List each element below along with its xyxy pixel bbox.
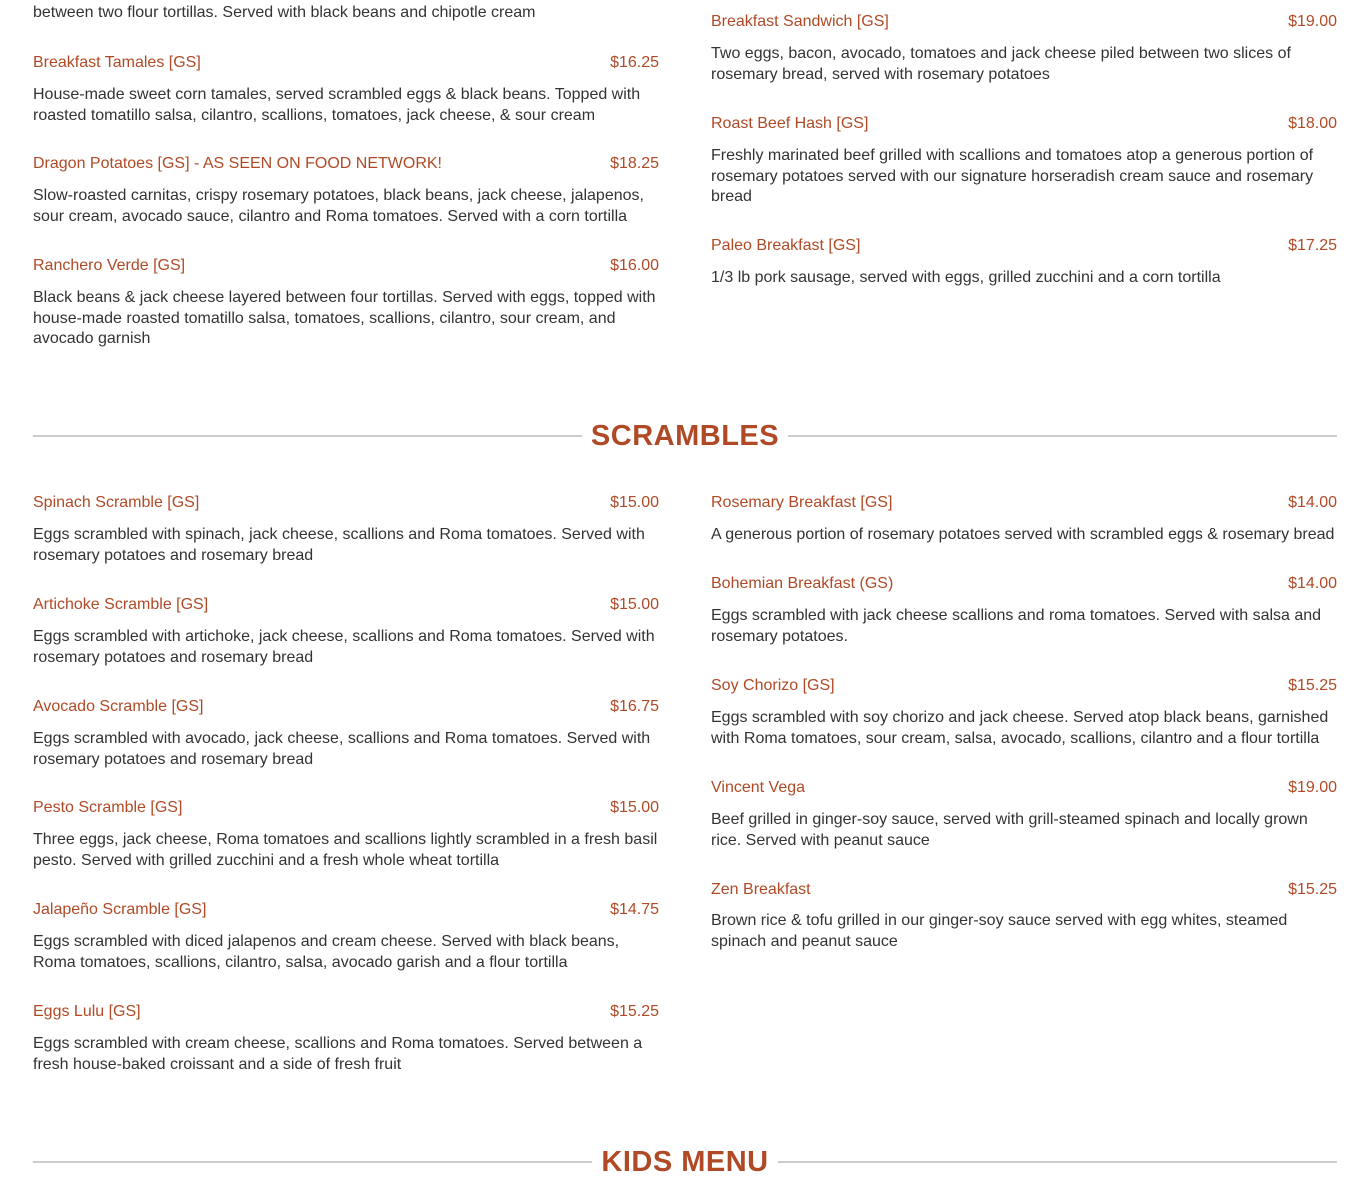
item-description-partial: between two flour tortillas. Served with black beans and chipotle cream: [33, 3, 536, 21]
menu-item-description: Two eggs, bacon, avocado, tomatoes and jack cheese piled between two slices of rosemary bread, served with rosemary potatoes: [711, 45, 1291, 83]
menu-item-description: Eggs scrambled with spinach, jack cheese, scallions and Roma tomatoes. Served with rosemary potatoes and rosemary bread: [33, 526, 645, 564]
section-heading-kids-menu: [33, 1145, 1337, 1179]
menu-item-price: $14.75: [610, 901, 659, 918]
menu-item-price: $15.25: [1288, 881, 1337, 898]
menu-item-name: Paleo Breakfast [GS]: [711, 237, 861, 254]
menu-item-description: Three eggs, jack cheese, Roma tomatoes and scallions lightly scrambled in a fresh basil pesto. Served with grilled zucchini and a fresh whole wheat tortilla: [33, 831, 658, 869]
menu-item-description: Black beans & jack cheese layered between four tortillas. Served with eggs, topped with house-made roasted tomatillo salsa, tomatoes, scallions, cilantro, sour cream, and avocado garnish: [33, 289, 656, 347]
menu-item-name: Vincent Vega: [711, 779, 806, 796]
menu-item-name: Jalapeño Scramble [GS]: [33, 901, 207, 918]
menu-item-name: Eggs Lulu [GS]: [33, 1003, 141, 1020]
section-title: KIDS MENU: [601, 1146, 769, 1178]
menu-item-name: Dragon Potatoes [GS] - AS SEEN ON FOOD NETWORK!: [33, 155, 442, 172]
menu-item-price: $15.00: [610, 799, 659, 816]
menu-item-name: Avocado Scramble [GS]: [33, 698, 204, 715]
menu-item-description: Freshly marinated beef grilled with scallions and tomatoes atop a generous portion of rosemary potatoes served with our signature horseradish cream sauce and rosemary bread: [711, 147, 1314, 205]
divider-line: [33, 1161, 592, 1163]
menu-item-price: $15.25: [610, 1003, 659, 1020]
menu-item-name: Roast Beef Hash [GS]: [711, 115, 869, 132]
menu-item-price: $17.25: [1288, 237, 1337, 254]
menu-item-name: Ranchero Verde [GS]: [33, 257, 186, 274]
menu-item-name: Zen Breakfast: [711, 881, 811, 898]
menu-item-name: Breakfast Tamales [GS]: [33, 54, 201, 71]
menu-item-description: Eggs scrambled with diced jalapenos and cream cheese. Served with black beans, Roma tomatoes, scallions, cilantro, salsa, avocado garish and a flour tortilla: [33, 933, 620, 971]
menu-item-price: $14.00: [1288, 575, 1337, 592]
menu-item-price: $18.00: [1288, 115, 1337, 132]
menu-item-description: Eggs scrambled with jack cheese scallions and roma tomatoes. Served with salsa and rosemary potatoes.: [711, 607, 1322, 645]
menu-item-name: Pesto Scramble [GS]: [33, 799, 183, 816]
menu-item-description: Eggs scrambled with soy chorizo and jack cheese. Served atop black beans, garnished with Roma tomatoes, sour cream, salsa, avocado, scallions, cilantro and a flour tortilla: [711, 709, 1329, 747]
divider-line: [778, 1161, 1337, 1163]
menu-item-price: $16.00: [610, 257, 659, 274]
menu-item-price: $15.00: [610, 494, 659, 511]
menu-item-price: $15.00: [610, 596, 659, 613]
menu-item-description: Beef grilled in ginger-soy sauce, served with grill-steamed spinach and locally grown rice. Served with peanut sauce: [711, 811, 1308, 849]
menu-item-price: $16.25: [610, 54, 659, 71]
menu-item-name: Soy Chorizo [GS]: [711, 677, 835, 694]
menu-item-description: Eggs scrambled with cream cheese, scallions and Roma tomatoes. Served between a fresh house-baked croissant and a side of fresh fruit: [33, 1035, 643, 1073]
menu-item-price: $15.25: [1288, 677, 1337, 694]
section-heading-scrambles: [33, 419, 1337, 453]
menu-item-price: $19.00: [1288, 779, 1337, 796]
menu-item-description: A generous portion of rosemary potatoes served with scrambled eggs & rosemary bread: [711, 526, 1335, 543]
menu-item-description: Slow-roasted carnitas, crispy rosemary potatoes, black beans, jack cheese, jalapenos, sour cream, avocado sauce, cilantro and Roma tomatoes. Served with a corn tortilla: [33, 187, 644, 225]
menu-item-name: Artichoke Scramble [GS]: [33, 596, 209, 613]
divider-line: [33, 435, 582, 437]
menu-item-description: Brown rice & tofu grilled in our ginger-soy sauce served with egg whites, steamed spinach and peanut sauce: [711, 912, 1288, 950]
divider-line: [788, 435, 1337, 437]
menu-item-name: Bohemian Breakfast (GS): [711, 575, 894, 592]
menu-item-description: Eggs scrambled with avocado, jack cheese, scallions and Roma tomatoes. Served with rosemary potatoes and rosemary bread: [33, 730, 651, 768]
section-title: SCRAMBLES: [590, 420, 780, 452]
menu-item-description: Eggs scrambled with artichoke, jack cheese, scallions and Roma tomatoes. Served with rosemary potatoes and rosemary bread: [33, 628, 655, 666]
menu-item-price: $19.00: [1288, 13, 1337, 30]
menu-item-description: House-made sweet corn tamales, served scrambled eggs & black beans. Topped with roasted tomatillo salsa, cilantro, scallions, tomatoes, jack cheese, & sour cream: [33, 86, 641, 124]
menu-item-price: $16.75: [610, 698, 659, 715]
menu-item-description: 1/3 lb pork sausage, served with eggs, grilled zucchini and a corn tortilla: [711, 269, 1221, 286]
menu-item-name: Rosemary Breakfast [GS]: [711, 494, 893, 511]
menu-item-name: Spinach Scramble [GS]: [33, 494, 200, 511]
menu-item-price: $14.00: [1288, 494, 1337, 511]
menu-item-name: Breakfast Sandwich [GS]: [711, 13, 889, 30]
menu-item-price: $18.25: [610, 155, 659, 172]
